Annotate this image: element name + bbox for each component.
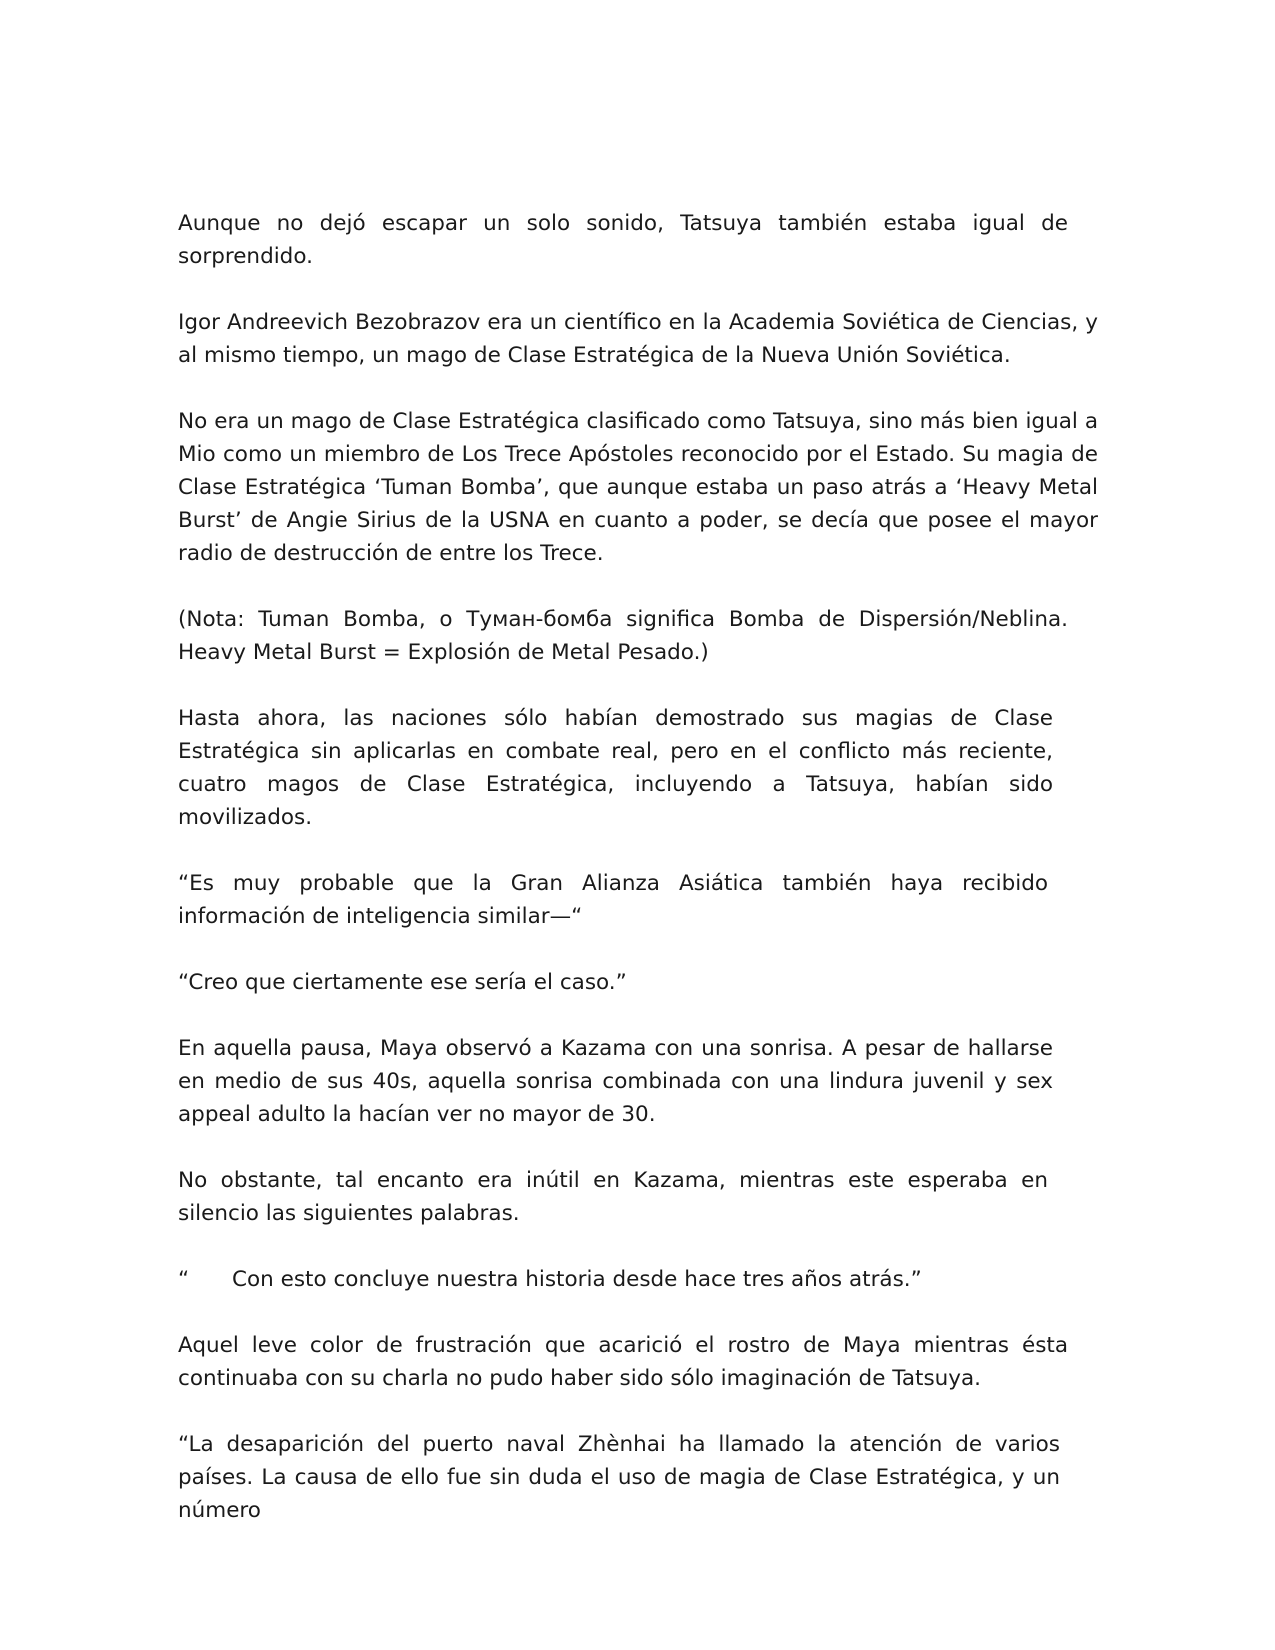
paragraph-8: En aquella pausa, Maya observó a Kazama con una sonrisa. A pesar de hallarse en medio de sus 40s, aquella sonrisa combinada con una lindura juvenil y sex appeal adulto la hacían ver no mayor de 30. xyxy=(178,1036,1053,1127)
document-body xyxy=(178,207,1098,1560)
paragraph-6-dialog: “Es muy probable que la Gran Alianza Asiática también haya recibido información de inteligencia similar—“ xyxy=(178,871,1048,929)
paragraph-5: Hasta ahora, las naciones sólo habían demostrado sus magias de Clase Estratégica sin aplicarlas en combate real, pero en el conflicto más reciente, cuatro magos de Clase Estratégica, incluyendo a Tatsuya, habían sido movilizados. xyxy=(178,706,1053,830)
paragraph-10-dialog xyxy=(178,1263,1098,1296)
paragraph-1: Aunque no dejó escapar un solo sonido, Tatsuya también estaba igual de sorprendido. xyxy=(178,211,1068,269)
paragraph-12: “La desaparición del puerto naval Zhènhai ha llamado la atención de varios países. La causa de ello fue sin duda el uso de magia de Clase Estratégica, y un número xyxy=(178,1432,1060,1523)
paragraph-2: Igor Andreevich Bezobrazov era un científico en la Academia Soviética de Ciencias, y al mismo tiempo, un mago de Clase Estratégica de la Nueva Unión Soviética. xyxy=(178,310,1098,368)
dialog-text: Con esto concluye nuestra historia desde hace tres años atrás.” xyxy=(232,1267,922,1292)
paragraph-11: Aquel leve color de frustración que acarició el rostro de Maya mientras ésta continuaba con su charla no pudo haber sido sólo imaginación de Tatsuya. xyxy=(178,1333,1068,1391)
paragraph-3: No era un mago de Clase Estratégica clasificado como Tatsuya, sino más bien igual a Mio como un miembro de Los Trece Apóstoles reconocido por el Estado. Su magia de Clase Estratégica ‘Tuman Bomba’, que aunque estaba un paso atrás a ‘Heavy Metal Burst’ de Angie Sirius de la USNA en cuanto a poder, se decía que posee el mayor radio de destrucción de entre los Trece. xyxy=(178,409,1098,566)
paragraph-4-note: (Nota: Tuman Bomba, o Туман-бомба significa Bomba de Dispersión/Neblina. Heavy Metal Burst = Explosión de Metal Pesado.) xyxy=(178,607,1068,665)
open-quote: “ xyxy=(178,1267,190,1292)
paragraph-9: No obstante, tal encanto era inútil en Kazama, mientras este esperaba en silencio las siguientes palabras. xyxy=(178,1168,1048,1226)
paragraph-7-dialog: “Creo que ciertamente ese sería el caso.” xyxy=(178,970,627,995)
